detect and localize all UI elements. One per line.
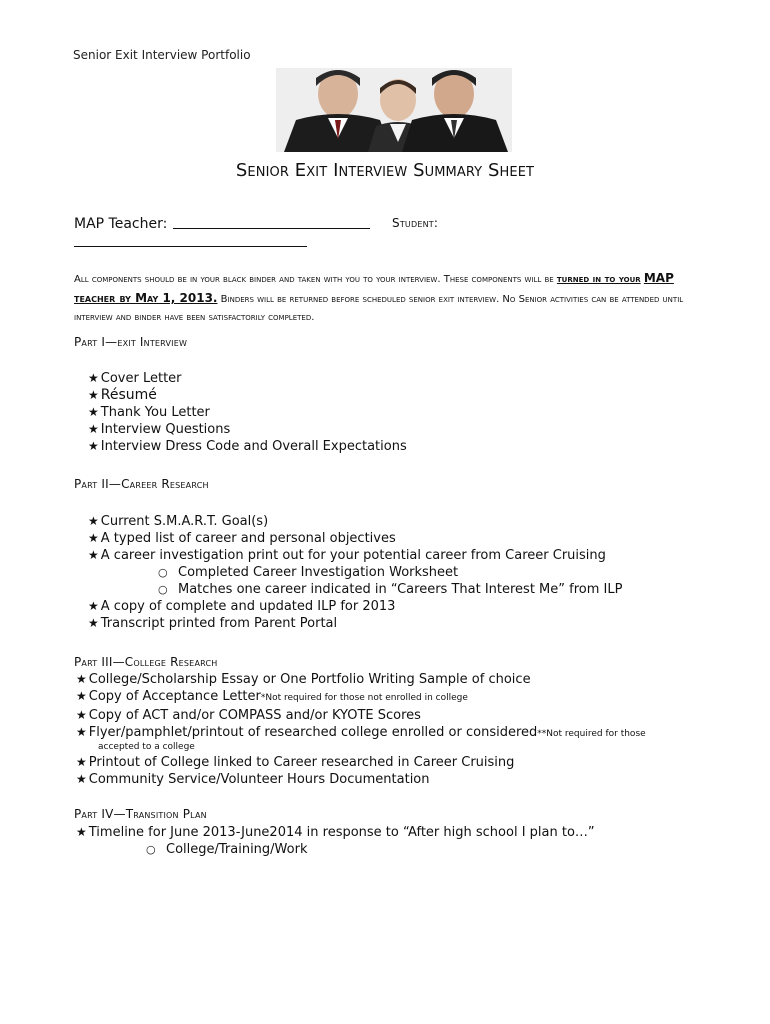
star-icon: ★ <box>88 388 99 402</box>
list-item-text: Timeline for June 2013-June2014 in response to “After high school I plan to…” <box>88 825 595 840</box>
list-item <box>76 754 646 771</box>
list-item <box>88 370 407 387</box>
list-item-text: Current S.M.A.R.T. Goal(s) <box>100 514 269 529</box>
list-item-text: Matches one career indicated in “Careers That Interest Me” from ILP <box>178 582 623 597</box>
star-icon: ★ <box>76 708 87 722</box>
list-item-note: *Not required for those not enrolled in college <box>260 693 468 703</box>
star-icon: ★ <box>88 371 99 385</box>
document-title: Senior Exit Interview Summary Sheet <box>235 160 535 181</box>
list-item <box>88 404 407 421</box>
star-icon: ★ <box>76 825 87 839</box>
part-2-list <box>88 513 622 632</box>
star-icon: ★ <box>76 672 87 686</box>
part-3-list <box>76 671 646 788</box>
list-item <box>88 421 407 438</box>
map-teacher-row <box>74 214 714 232</box>
student-field[interactable] <box>74 232 307 247</box>
list-subitem <box>88 564 622 581</box>
list-item-text: Printout of College linked to Career researched in Career Cruising <box>88 755 515 770</box>
list-item-text: College/Scholarship Essay or One Portfolio Writing Sample of choice <box>88 672 531 687</box>
star-icon: ★ <box>88 514 99 528</box>
circle-bullet-icon: ○ <box>146 843 156 856</box>
list-item-text: Completed Career Investigation Worksheet <box>178 565 459 580</box>
list-item <box>76 688 646 707</box>
star-icon: ★ <box>76 725 87 739</box>
map-teacher-label: MAP Teacher: <box>74 216 168 232</box>
part-1-list <box>88 370 407 455</box>
list-item <box>88 547 622 564</box>
list-item-text: Interview Dress Code and Overall Expectations <box>100 439 407 454</box>
list-item-text: A typed list of career and personal objectives <box>100 531 396 546</box>
list-item <box>88 615 622 632</box>
part-3-heading: Part III—College Research <box>74 655 218 669</box>
student-label: Student: <box>392 216 439 230</box>
star-icon: ★ <box>88 599 99 613</box>
list-item <box>88 598 622 615</box>
star-icon: ★ <box>76 689 87 703</box>
intro-turned-in: turned in to your <box>556 274 641 285</box>
star-icon: ★ <box>76 755 87 769</box>
star-icon: ★ <box>88 548 99 562</box>
star-icon: ★ <box>88 405 99 419</box>
part-4-list <box>76 824 595 858</box>
list-subitem <box>88 581 622 598</box>
list-item-text: Cover Letter <box>100 371 182 386</box>
list-item-text: Transcript printed from Parent Portal <box>100 616 338 631</box>
list-item-text: Copy of Acceptance Letter <box>88 689 261 704</box>
circle-bullet-icon: ○ <box>158 583 168 596</box>
page-header: Senior Exit Interview Portfolio <box>73 48 251 62</box>
list-item-note: **Not required for those <box>537 729 646 739</box>
header-photo <box>276 68 512 152</box>
list-item-text: Community Service/Volunteer Hours Documentation <box>88 772 430 787</box>
list-subitem <box>76 841 595 858</box>
circle-bullet-icon: ○ <box>158 566 168 579</box>
list-item-text: Thank You Letter <box>100 405 210 420</box>
part-1-heading: Part I—exit Interview <box>74 335 188 349</box>
list-item-text: Copy of ACT and/or COMPASS and/or KYOTE Scores <box>88 708 421 723</box>
intro-text-2: Binders will be returned before scheduled senior exit interview. No Senior activities can be attended until interview and binder have been satisfactorily completed. <box>74 294 684 323</box>
map-teacher-field[interactable] <box>173 214 370 229</box>
list-item-text: Flyer/pamphlet/printout of researched college enrolled or considered <box>88 725 538 740</box>
list-item <box>88 530 622 547</box>
intro-paragraph <box>74 269 714 327</box>
list-item <box>76 707 646 724</box>
star-icon: ★ <box>88 616 99 630</box>
list-item <box>76 824 595 841</box>
list-item-text: A career investigation print out for your potential career from Career Cruising <box>100 548 606 563</box>
part-4-heading: Part IV—Transition Plan <box>74 807 207 821</box>
list-item <box>76 671 646 688</box>
intro-text-1: All components should be in your black binder and taken with you to your interview. These components will be <box>74 274 557 285</box>
list-item <box>76 771 646 788</box>
list-item <box>88 438 407 455</box>
intro-map-teacher-deadline: MAP teacher by May 1, 2013. <box>74 271 674 305</box>
star-icon: ★ <box>88 422 99 436</box>
list-item-note-continued: accepted to a college <box>98 742 195 752</box>
list-item <box>88 513 622 530</box>
star-icon: ★ <box>88 531 99 545</box>
list-item-text: A copy of complete and updated ILP for 2013 <box>100 599 396 614</box>
part-2-heading: Part II—Career Research <box>74 477 209 491</box>
list-item-text: Résumé <box>100 387 157 403</box>
people-photo-image <box>276 68 512 152</box>
star-icon: ★ <box>76 772 87 786</box>
star-icon: ★ <box>88 439 99 453</box>
list-item-text: Interview Questions <box>100 422 231 437</box>
list-item <box>88 387 407 404</box>
list-item-text: College/Training/Work <box>166 842 308 857</box>
